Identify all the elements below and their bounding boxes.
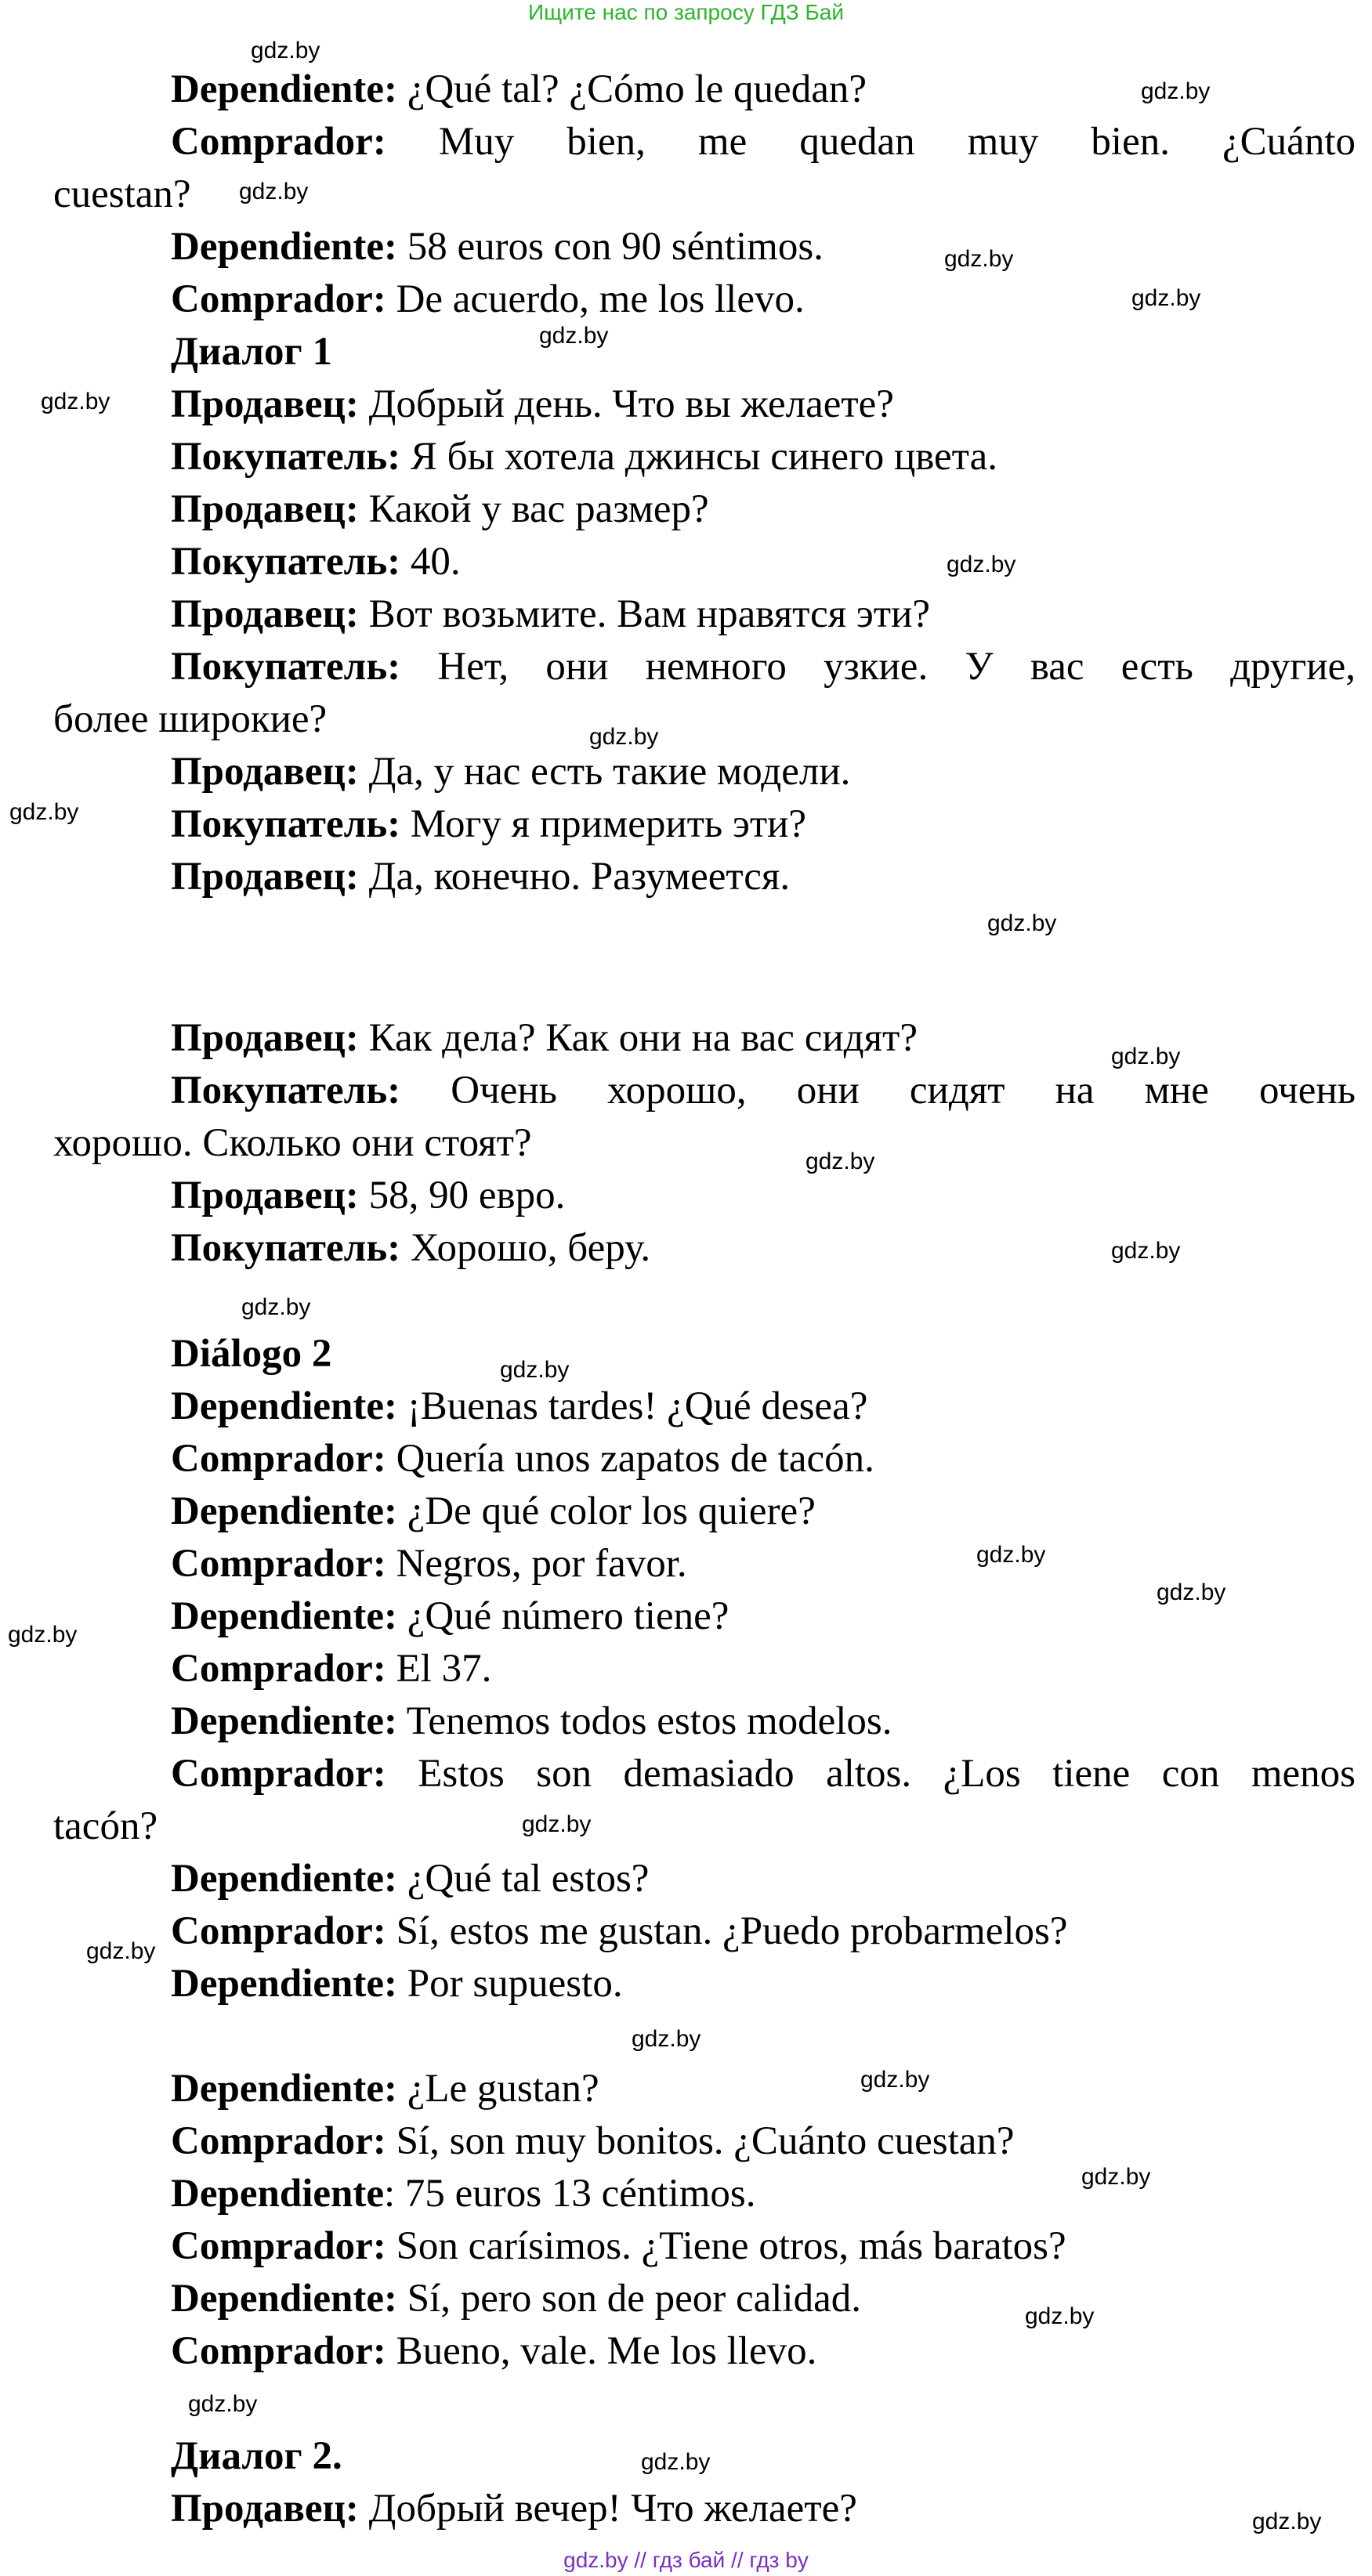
dialogue-line [171,433,997,480]
watermark-text: gdz.by [860,2067,930,2093]
speaker-label: Продавец: [171,2487,359,2531]
dialogue-line [171,1540,687,1587]
watermark-text: gdz.by [976,1542,1046,1568]
dialogue-line [171,1435,874,1482]
line-text: Por supuesto. [396,1962,623,2006]
watermark-text: gdz.by [41,389,110,414]
watermark-text: gdz.by [1157,1579,1226,1605]
dialogue-line [171,1488,816,1535]
section-heading: Диалог 2. [171,2434,342,2478]
speaker-label: Comprador: [171,1647,386,1691]
dialogue-line [171,2065,599,2112]
dialogue-line [171,1750,1356,1797]
watermark-text: gdz.by [589,724,659,750]
dialogue-line [171,643,1356,690]
dialogue-line [53,171,191,218]
dialogue-line [171,1960,623,2007]
line-text: Вот возьмите. Вам нравятся эти? [358,592,931,636]
speaker-label: Dependiente: [171,1699,397,1743]
watermark-text: gdz.by [987,910,1057,936]
speaker-label: Comprador: [171,277,386,321]
watermark-text: gdz.by [8,1622,78,1648]
watermark-text: gdz.by [944,246,1014,272]
dialogue-line [171,2170,756,2217]
bottom-banner: gdz.by // гдз бай // гдз by [563,2548,809,2572]
speaker-label: Покупатель: [171,802,401,846]
speaker-label: Продавец: [171,592,359,636]
dialogue-line [171,1855,649,1902]
speaker-label: Comprador: [171,1437,386,1481]
watermark-text: gdz.by [251,38,320,63]
dialogue-line [171,276,805,323]
speaker-label: Dependiente: [171,1489,397,1533]
watermark-text: gdz.by [188,2391,258,2417]
speaker-label: Dependiente: [171,1384,397,1428]
speaker-label: Продавец: [171,487,359,531]
speaker-label: Покупатель: [171,1226,401,1270]
watermark-text: gdz.by [805,1149,875,1174]
speaker-label: Продавец: [171,750,359,794]
line-text: Я бы хотела джинсы синего цвета. [400,435,997,479]
speaker-label: Dependiente: [171,1594,397,1638]
line-text: Tenemos todos estos modelos. [396,1699,892,1743]
dialogue-line [171,1908,1068,1955]
line-text: Очень хорошо, они сидят на мне очень [400,1069,1356,1113]
speaker-label: Dependiente [171,2172,384,2216]
watermark-text: gdz.by [1025,2303,1095,2329]
watermark-text: gdz.by [539,323,609,349]
speaker-label: Comprador: [171,1752,386,1796]
dialogue-line [53,1803,157,1850]
line-text: tacón? [53,1804,158,1848]
dialogue-line [171,486,709,533]
dialogue-line [171,2328,816,2375]
line-text: Да, конечно. Разумеется. [358,855,791,899]
dialogue-line [171,853,790,900]
line-text: Могу я примерить эти? [400,802,807,846]
dialogue-line [171,591,930,638]
dialogue-line [53,696,327,743]
line-text: 58 euros con 90 séntimos. [396,225,824,269]
watermark-text: gdz.by [86,1938,156,1964]
speaker-label: Comprador: [171,2329,386,2373]
line-text: De acuerdo, me los llevo. [386,277,805,321]
line-text: Son carísimos. ¿Tiene otros, más baratos? [386,2224,1066,2268]
line-text: ¿De qué color los quiere? [396,1489,816,1533]
line-text: Sí, son muy bonitos. ¿Cuánto cuestan? [386,2119,1015,2163]
line-text: Добрый день. Что вы желаете? [358,382,894,426]
speaker-label: Dependiente: [171,2067,397,2111]
watermark-text: gdz.by [947,552,1016,577]
dialogue-line [171,1383,867,1430]
dialogue-line [171,2223,1066,2270]
line-text: Sí, estos me gustan. ¿Puedo probarmelos? [386,1909,1068,1953]
watermark-text: gdz.by [241,1294,311,1320]
speaker-label: Покупатель: [171,540,401,584]
line-text: Добрый вечер! Что желаете? [358,2487,857,2531]
dialogue-line [171,381,894,428]
line-text: более широкие? [53,697,328,741]
line-text: ¡Buenas tardes! ¿Qué desea? [396,1384,868,1428]
speaker-label: Продавец: [171,1016,359,1060]
section-heading: Диалог 1 [171,330,332,374]
speaker-label: Dependiente: [171,1962,397,2006]
watermark-text: gdz.by [1131,285,1201,311]
speaker-label: Продавец: [171,382,359,426]
line-text: Muy bien, me quedan muy bien. ¿Cuánto [386,120,1356,164]
line-text: ¿Qué número tiene? [396,1594,729,1638]
line-text: 40. [400,540,461,584]
line-text: ¿Qué tal? ¿Cómo le quedan? [396,67,867,111]
watermark-text: gdz.by [1252,2509,1322,2534]
dialogue-line [171,801,806,848]
watermark-text: gdz.by [500,1357,570,1383]
dialogue-line [171,118,1356,165]
speaker-label: Dependiente: [171,225,397,269]
dialogue-line [171,1015,918,1062]
speaker-label: Покупатель: [171,645,401,689]
line-text: Quería unos zapatos de tacón. [386,1437,874,1481]
dialogue-line [171,2275,861,2322]
line-text: 58, 90 евро. [358,1174,566,1217]
speaker-label: Продавец: [171,855,359,899]
speaker-label: Comprador: [171,1909,386,1953]
watermark-text: gdz.by [1141,78,1211,104]
watermark-text: gdz.by [522,1811,592,1837]
speaker-label: Dependiente: [171,67,397,111]
dialogue-line [171,2485,857,2532]
top-banner: Ищите нас по запросу ГДЗ Бай [527,0,845,24]
speaker-label: Продавец: [171,1174,359,1217]
line-text: Какой у вас размер? [358,487,709,531]
speaker-label: Покупатель: [171,1069,401,1113]
watermark-text: gdz.by [9,799,79,825]
watermark-text: gdz.by [641,2449,711,2475]
dialogue-line [171,2118,1015,2165]
section-heading: Diálogo 2 [171,1332,332,1376]
speaker-label: Comprador: [171,2119,386,2163]
dialogue-line [171,223,824,270]
line-text: : 75 euros 13 céntimos. [383,2172,756,2216]
line-text: El 37. [386,1647,492,1691]
line-text: ¿Le gustan? [396,2067,599,2111]
dialogue-line [171,1067,1356,1114]
dialogue-line [171,1593,729,1640]
line-text: cuestan? [53,172,191,216]
line-text: Estos son demasiado altos. ¿Los tiene con menos [386,1752,1356,1796]
line-text: Как дела? Как они на вас сидят? [358,1016,918,1060]
dialogue-line [171,748,850,795]
line-text: Хорошо, беру. [400,1226,651,1270]
speaker-label: Покупатель: [171,435,401,479]
watermark-text: gdz.by [1111,1044,1181,1069]
line-text: Sí, pero son de peor calidad. [396,2277,861,2321]
speaker-label: Dependiente: [171,2277,397,2321]
line-text: ¿Qué tal estos? [396,1857,650,1901]
speaker-label: Comprador: [171,2224,386,2268]
watermark-text: gdz.by [239,179,309,204]
watermark-text: gdz.by [1111,1238,1181,1264]
line-text: Да, у нас есть такие модели. [358,750,851,794]
speaker-label: Comprador: [171,1542,386,1586]
dialogue-line [171,1645,491,1692]
line-text: Negros, por favor. [386,1542,687,1586]
dialogue-line [53,1120,532,1167]
dialogue-line [171,1172,565,1219]
speaker-label: Comprador: [171,120,386,164]
line-text: Bueno, vale. Me los llevo. [386,2329,817,2373]
speaker-label: Dependiente: [171,1857,397,1901]
dialogue-line [171,66,867,113]
dialogue-line [171,1225,650,1272]
dialogue-line [171,538,461,585]
watermark-text: gdz.by [1081,2164,1151,2190]
watermark-text: gdz.by [632,2026,701,2052]
line-text: Нет, они немного узкие. У вас есть другие, [400,645,1356,689]
dialogue-line [171,1698,892,1745]
line-text: хорошо. Сколько они стоят? [53,1121,532,1165]
